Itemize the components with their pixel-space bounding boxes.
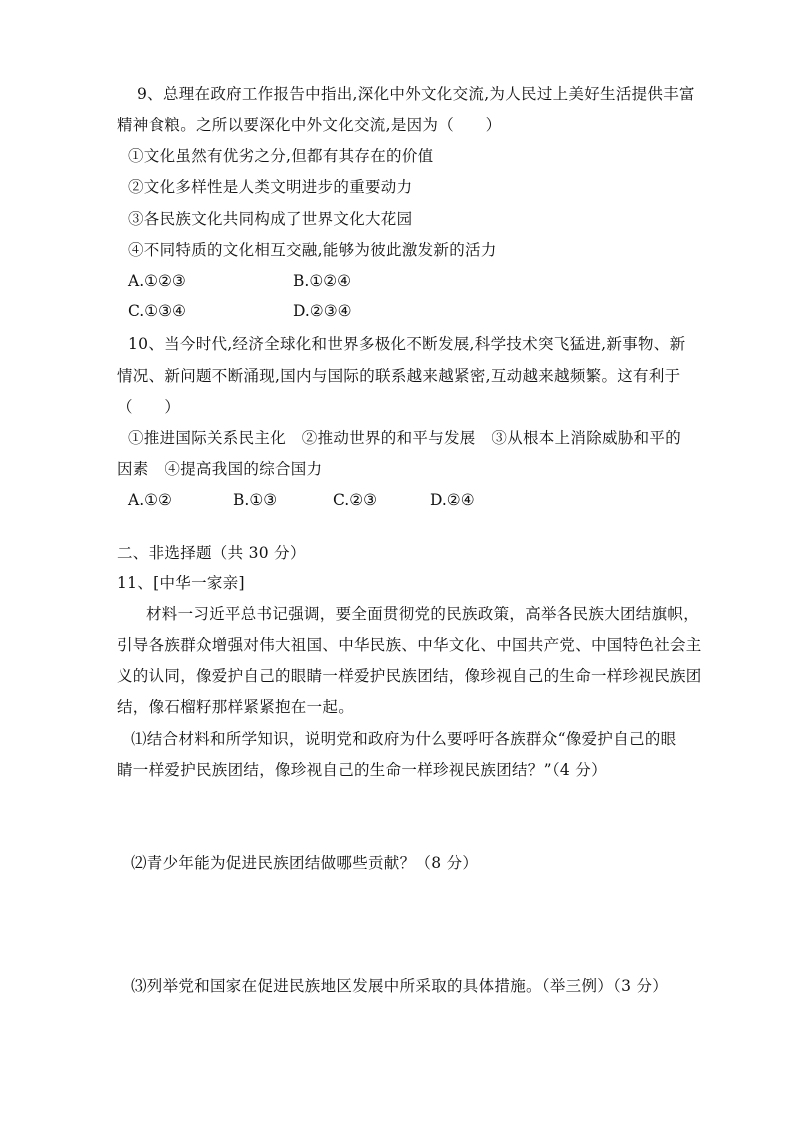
q9-option-b: B.①②④ [293, 272, 352, 290]
q10-items-line2: 因素 ④提高我国的综合国力 [117, 460, 323, 478]
q11-material-line3: 义的认同，像爱护自己的眼睛一样爱护民族团结，像珍视自己的生命一样珍视民族团 [117, 667, 702, 685]
q10-stem-line3: （ ） [117, 398, 181, 416]
q10-stem-line1: 10、当今时代,经济全球化和世界多极化不断发展,科学技术突飞猛进,新事物、新 [128, 335, 686, 353]
q10-option-c: C.②③ [333, 491, 378, 509]
q11-sub1-line2: 睛一样爱护民族团结，像珍视自己的生命一样珍视民族团结？”（4 分） [117, 761, 607, 779]
q9-item-1: ①文化虽然有优劣之分,但都有其存在的价值 [128, 147, 434, 165]
q10-stem-line2: 情况、新问题不断涌现,国内与国际的联系越来越紧密,互动越来越频繁。这有利于 [117, 367, 681, 385]
q10-option-b: B.①③ [233, 491, 278, 509]
q9-item-3: ③各民族文化共同构成了世界文化大花园 [128, 210, 413, 228]
q9-stem-line1: 9、总理在政府工作报告中指出,深化中外文化交流,为人民过上美好生活提供丰富 [137, 85, 695, 103]
q11-material-line2: 引导各族群众增强对伟大祖国、中华民族、中华文化、中国共产党、中国特色社会主 [117, 636, 702, 654]
q11-title: 11、[中华一家亲] [117, 574, 245, 592]
q9-option-d: D.②③④ [293, 302, 352, 320]
q9-option-c: C.①③④ [128, 302, 186, 320]
q11-sub1-line1: ⑴结合材料和所学知识，说明党和政府为什么要呼吁各族群众“像爱护自己的眼 [131, 730, 677, 748]
q11-material-line1: 材料一习近平总书记强调，要全面贯彻党的民族政策，高举各民族大团结旗帜， [146, 605, 700, 623]
q11-material-line4: 结，像石榴籽那样紧紧抱在一起。 [117, 698, 355, 716]
q9-item-2: ②文化多样性是人类文明进步的重要动力 [128, 178, 413, 196]
q11-sub3: ⑶列举党和国家在促进民族地区发展中所采取的具体措施。（举三例）（3 分） [131, 977, 669, 995]
q10-option-d: D.②④ [430, 491, 475, 509]
q10-option-a: A.①② [128, 491, 172, 509]
section2-heading: 二、非选择题（共 30 分） [117, 544, 306, 562]
q9-stem-line2: 精神食粮。之所以要深化中外文化交流,是因为（ ） [117, 116, 502, 134]
q9-item-4: ④不同特质的文化相互交融,能够为彼此激发新的活力 [128, 241, 497, 259]
q11-sub2: ⑵青少年能为促进民族团结做哪些贡献？（8 分） [131, 854, 479, 872]
q10-items-line1: ①推进国际关系民主化 ②推动世界的和平与发展 ③从根本上消除威胁和平的 [128, 429, 682, 447]
q9-option-a: A.①②③ [128, 272, 186, 290]
